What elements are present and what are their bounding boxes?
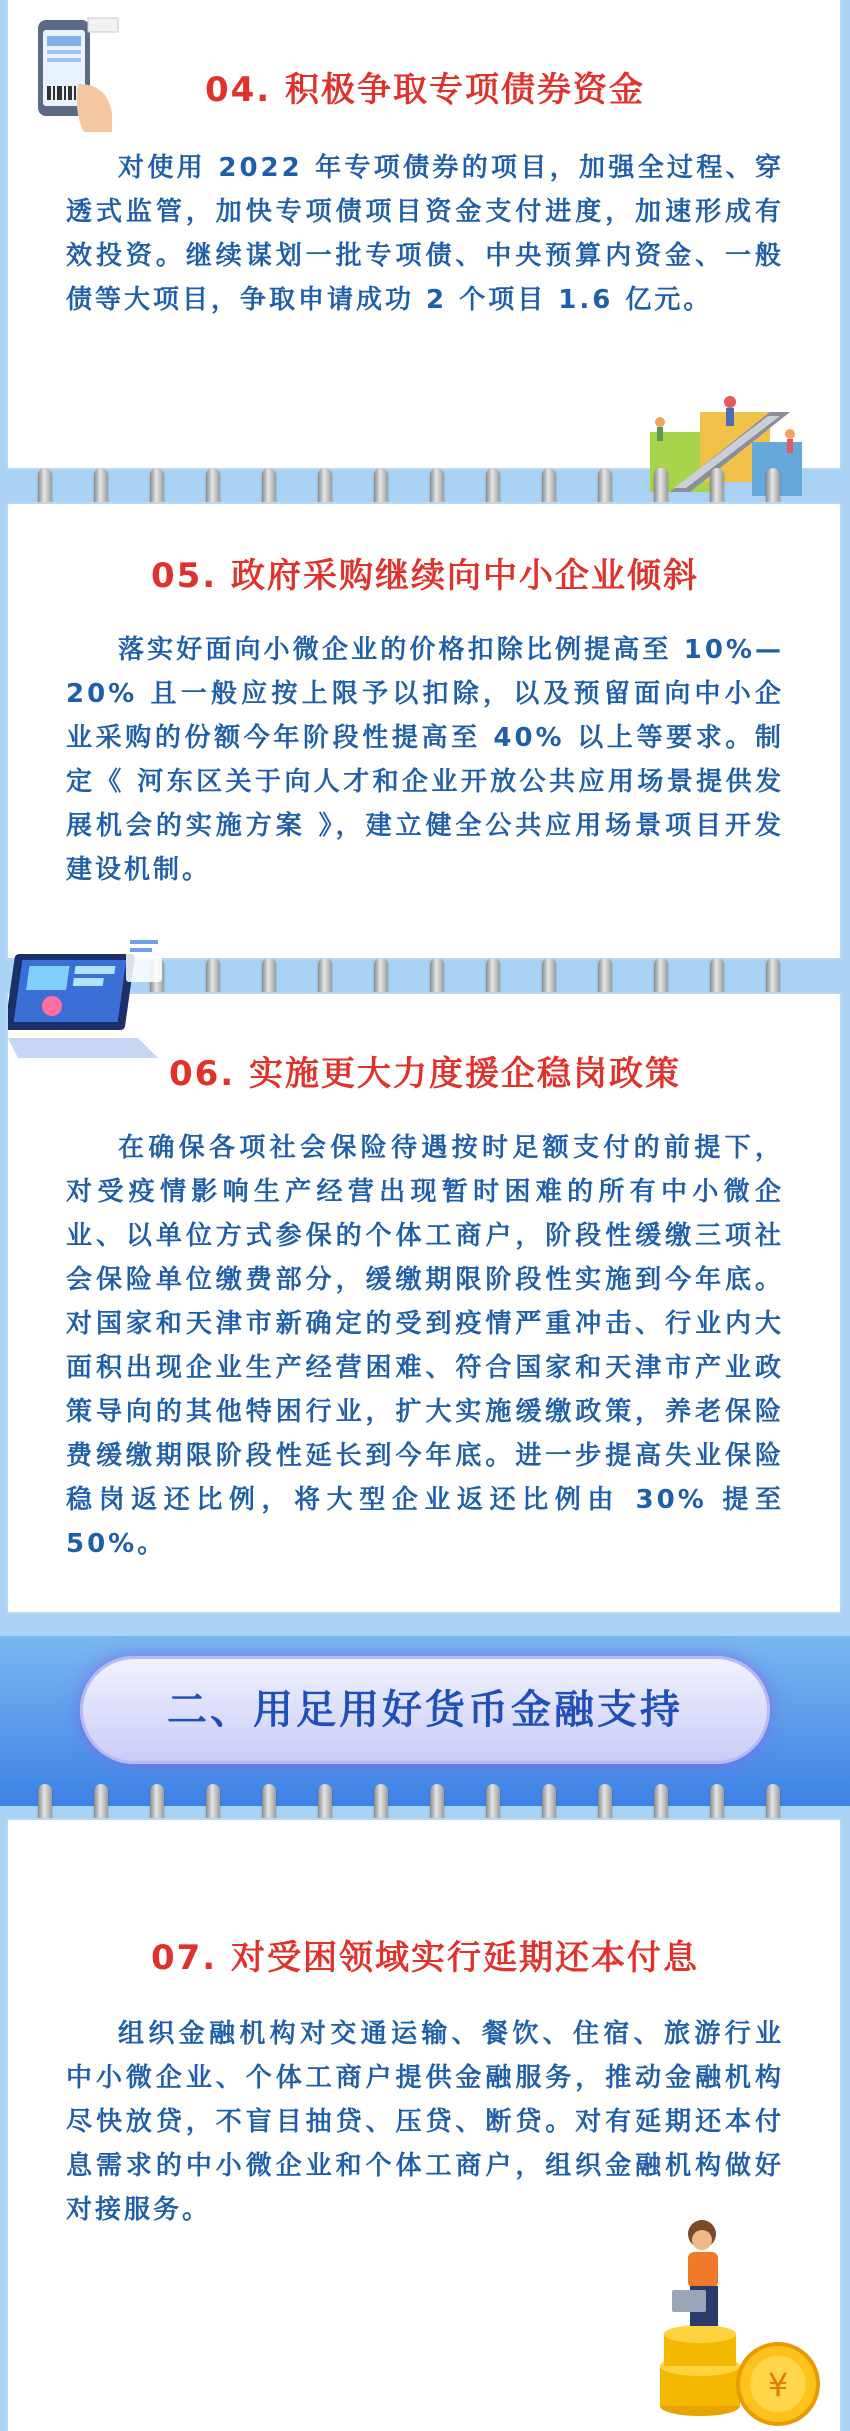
section-title-06: 06. 实施更大力度援企稳岗政策 — [168, 1054, 682, 1094]
svg-text:¥: ¥ — [767, 2366, 789, 2404]
mobile-payment-illustration — [28, 14, 124, 134]
section-banner-title: 二、用足用好货币金融支持 — [80, 1656, 770, 1764]
section-title-05: 05. 政府采购继续向中小企业倾斜 — [150, 556, 700, 596]
section-body-07: 组织金融机构对交通运输、餐饮、住宿、旅游行业中小微企业、个体工商户提供金融服务，推动金融机构尽快放贷，不盲目抽贷、压贷、断贷。对有延期还本付息需求的中小微企业和个体工商户，组织金融机构做好对接服务。 — [66, 2019, 784, 2225]
section-body-05: 落实好面向小微企业的价格扣除比例提高至 10%—20% 且一般应按上限予以扣除，以及预留面向中小企业采购的份额今年阶段性提高至 40% 以上等要求。制定《 河东区关于向人才和企业开放公共应用场景提供发展机会的实施方案 》，建立健全公共应用场景项目开发建设机制。 — [66, 635, 784, 885]
shopping-mall-illustration — [640, 372, 820, 512]
coin-stack-investor-illustration — [650, 2206, 830, 2426]
section-title-04: 04. 积极争取专项债券资金 — [204, 70, 646, 110]
laptop-dashboard-illustration — [8, 934, 168, 1074]
section-title-07: 07. 对受困领域实行延期还本付息 — [150, 1938, 700, 1978]
section-body-06: 在确保各项社会保险待遇按时足额支付的前提下，对受疫情影响生产经营出现暂时困难的所有中小微企业、以单位方式参保的个体工商户，阶段性缓缴三项社会保险单位缴费部分，缓缴期限阶段性实施到今年底。对国家和天津市新确定的受到疫情严重冲击、行业内大面积出现企业生产经营困难、符合国家和天津市产业政策导向的其他特困行业，扩大实施缓缴政策，养老保险费缓缴期限阶段性延长到今年底。进一步提高失业保险稳岗返还比例，将大型企业返还比例由 30% 提至 50%。 — [66, 1133, 784, 1559]
section-body-04: 对使用 2022 年专项债券的项目，加强全过程、穿透式监管，加快专项债项目资金支付进度，加速形成有效投资。继续谋划一批专项债、中央预算内资金、一般债等大项目，争取申请成功 2 个项目 1.6 亿元。 — [66, 153, 784, 315]
